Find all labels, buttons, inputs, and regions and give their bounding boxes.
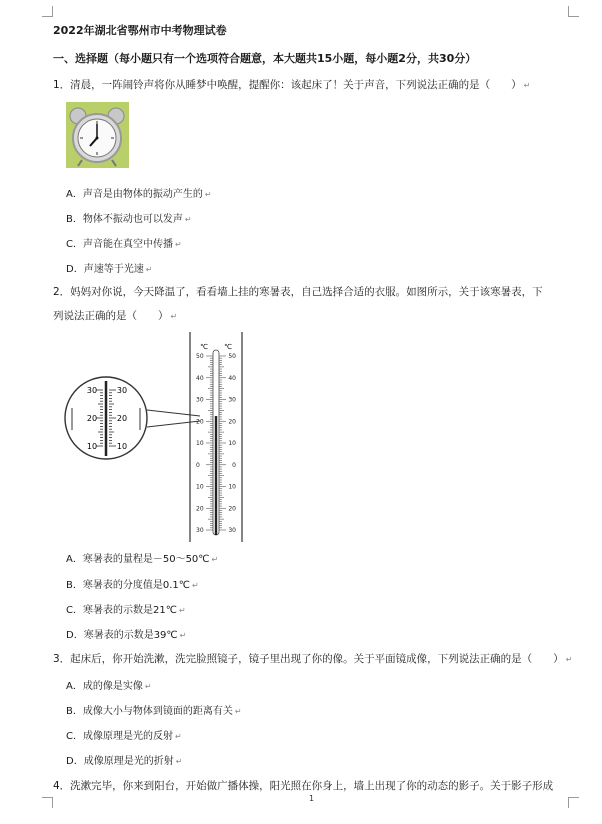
crop-mark-top-right (568, 6, 579, 17)
scale-label: 20 (196, 418, 204, 426)
question-1-option-d: D．声速等于光速 ↵ (66, 264, 153, 275)
scale-label: 30 (228, 396, 236, 404)
scale-label: 0 (232, 461, 236, 469)
scale-label: 50 (228, 353, 236, 360)
scale-label: 30 (196, 396, 204, 404)
question-2-stem-line-2: 列说法正确的是（ ） ↵ (53, 310, 178, 322)
scale-label: 30 (228, 527, 236, 534)
mag-label-right-2: 10 (116, 442, 128, 451)
unit-right: ℃ (224, 343, 232, 351)
question-3-option-a: A．成的像是实像 ↵ (66, 681, 152, 692)
scale-label: 40 (196, 374, 204, 382)
question-3-option-c: C．成像原理是光的反射 ↵ (66, 731, 182, 742)
scale-label: 10 (228, 483, 236, 491)
scale-label: 20 (228, 418, 236, 426)
scale-label: 10 (196, 440, 204, 447)
question-3-stem: 3．起床后，你开始洗漱，洗完脸照镜子，镜子里出现了你的像。关于平面镜成像，下列说法正确的是（ ） ↵ (53, 653, 573, 665)
scale-label: 40 (228, 374, 236, 382)
mag-label-left-1: 20 (86, 414, 98, 423)
scale-label: 50 (196, 353, 204, 360)
question-1-option-a: A．声音是由物体的振动产生的 ↵ (66, 189, 212, 200)
page-number: 1 (309, 794, 315, 803)
alarm-clock-icon (66, 102, 129, 168)
scale-label: 20 (228, 505, 236, 513)
mag-label-right-1: 20 (116, 414, 128, 423)
document-title: 2022年湖北省鄂州市中考物理试卷 (53, 24, 227, 37)
mag-label-left-2: 10 (86, 442, 98, 451)
scale-label: 10 (228, 440, 236, 447)
alarm-clock-image (66, 102, 129, 168)
question-2-option-c: C．寒暑表的示数是21℃ ↵ (66, 605, 186, 616)
question-2-stem-line-1: 2．妈妈对你说，今天降温了，看看墙上挂的寒暑表，自己选择合适的衣服。如图所示，关于该寒暑表，下 (53, 286, 543, 298)
question-2-option-a: A．寒暑表的量程是－50～50℃ ↵ (66, 554, 219, 565)
section-heading: 一、选择题（每小题只有一个选项符合题意，本大题共15小题，每小题2分，共30分） (53, 52, 477, 65)
scale-label: 30 (196, 527, 204, 534)
question-2-option-d: D．寒暑表的示数是39℃ ↵ (66, 630, 187, 641)
mag-label-left-0: 30 (86, 386, 98, 395)
question-1-option-c: C．声音能在真空中传播 ↵ (66, 239, 182, 250)
thermometer-figure (62, 330, 262, 545)
scale-label: 10 (196, 483, 204, 491)
question-3-option-b: B．成像大小与物体到镜面的距离有关 ↵ (66, 706, 242, 717)
unit-left: ℃ (200, 343, 208, 351)
question-2-option-b: B．寒暑表的分度值是0.1℃ ↵ (66, 580, 199, 591)
crop-mark-bottom-right (568, 797, 579, 808)
question-4-stem: 4．洗漱完毕，你来到阳台，开始做广播体操，阳光照在你身上，墙上出现了你的动态的影子。关于影子形成 (53, 780, 554, 792)
question-3-option-d: D．成像原理是光的折射 ↵ (66, 756, 183, 767)
scale-label: 20 (196, 505, 204, 513)
crop-mark-top-left (42, 6, 53, 17)
crop-mark-bottom-left (42, 797, 53, 808)
scale-label: 0 (196, 461, 200, 469)
mag-label-right-0: 30 (116, 386, 128, 395)
question-1-stem: 1．清晨，一阵闹铃声将你从睡梦中唤醒，提醒你：该起床了！关于声音，下列说法正确的是（ ） ↵ (53, 79, 531, 91)
question-1-option-b: B．物体不振动也可以发声 ↵ (66, 214, 192, 225)
